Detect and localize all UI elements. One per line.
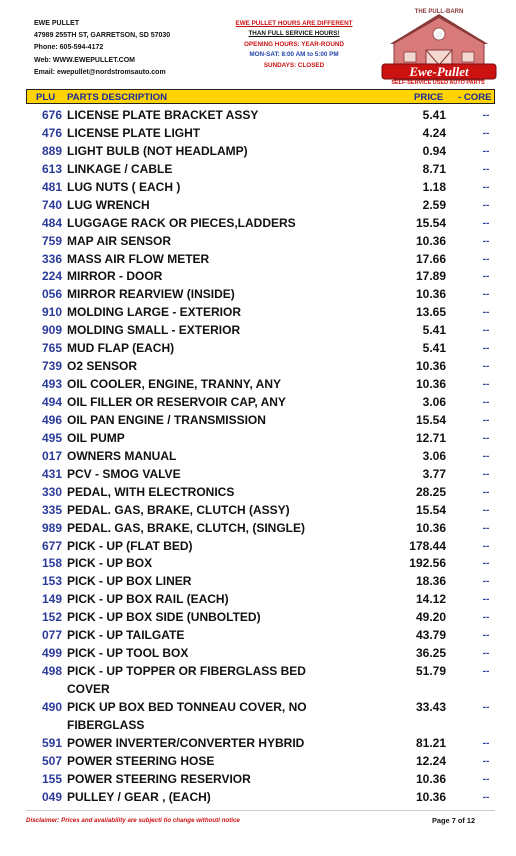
description-cell: PICK - UP BOX LINER [67, 574, 192, 589]
plu-cell: 153 [41, 574, 62, 589]
core-cell: -- [482, 361, 490, 373]
price-cell: 10.36 [415, 789, 446, 804]
notice-line-5: SUNDAYS: CLOSED [263, 61, 325, 69]
table-row [0, 484, 516, 502]
table-row [0, 538, 516, 556]
core-cell: -- [482, 576, 490, 588]
core-cell: -- [482, 235, 490, 247]
table-row [0, 286, 516, 304]
description-cell: OWNERS MANUAL [67, 448, 177, 463]
core-cell: -- [482, 450, 490, 462]
price-cell: 10.36 [415, 377, 446, 392]
description-cell: PEDAL, WITH ELECTRONICS [67, 484, 235, 499]
hours-notice [226, 19, 362, 71]
core-cell: -- [482, 127, 490, 139]
table-row [0, 609, 516, 627]
description-cell: PEDAL. GAS, BRAKE, CLUTCH (ASSY) [67, 502, 290, 517]
price-cell: 10.36 [415, 287, 446, 302]
table-row [0, 340, 516, 358]
description-cell: O2 SENSOR [67, 359, 138, 374]
description-cell: PICK - UP TOPPER OR FIBERGLASS BED COVER [67, 664, 306, 697]
price-cell: 5.41 [422, 341, 446, 356]
price-cell: 33.43 [415, 699, 446, 714]
description-cell: OIL COOLER, ENGINE, TRANNY, ANY [67, 377, 282, 392]
plu-cell: 740 [41, 197, 62, 212]
business-address: 47989 255TH ST, GARRETSON, SD 57030 [34, 32, 171, 40]
core-cell: -- [482, 630, 490, 642]
table-row [0, 645, 516, 663]
plu-cell: 889 [41, 143, 62, 158]
description-cell: PICK - UP TOOL BOX [67, 646, 189, 661]
price-cell: 4.24 [422, 125, 446, 140]
table-row [0, 215, 516, 233]
table-row [0, 466, 516, 484]
description-cell: MIRROR REARVIEW (INSIDE) [67, 287, 235, 302]
price-cell: 15.54 [415, 215, 446, 230]
description-cell: LICENSE PLATE LIGHT [67, 125, 201, 140]
page-number: Page 7 of 12 [432, 816, 476, 825]
parts-table [0, 107, 516, 807]
plu-cell: 158 [41, 556, 62, 571]
table-row [0, 735, 516, 753]
table-row [0, 322, 516, 340]
footer-divider [26, 810, 495, 811]
price-cell: 17.89 [415, 269, 446, 284]
plu-cell: 495 [41, 430, 62, 445]
price-cell: 51.79 [415, 664, 446, 679]
plu-cell: 330 [41, 484, 62, 499]
notice-line-3: OPENING HOURS: YEAR-ROUND [244, 40, 344, 48]
price-cell: 1.18 [422, 179, 446, 194]
plu-cell: 676 [41, 108, 62, 122]
table-row [0, 304, 516, 322]
table-row [0, 179, 516, 197]
description-cell: LUG WRENCH [67, 197, 150, 212]
core-cell: -- [482, 145, 490, 157]
table-row [0, 699, 516, 735]
table-row [0, 555, 516, 573]
plu-cell: 152 [41, 610, 62, 625]
price-cell: 8.71 [422, 161, 446, 176]
plu-cell: 507 [41, 753, 62, 768]
description-cell: MASS AIR FLOW METER [67, 251, 210, 266]
table-row [0, 789, 516, 807]
price-cell: 3.06 [422, 395, 446, 409]
core-cell: -- [482, 217, 490, 229]
plu-cell: 759 [41, 233, 62, 248]
price-cell: 49.20 [415, 610, 446, 625]
plu-cell: 476 [41, 125, 62, 140]
plu-cell: 499 [41, 646, 62, 661]
core-cell: -- [482, 666, 490, 678]
table-row [0, 448, 516, 466]
core-cell: -- [482, 540, 490, 552]
core-cell: -- [482, 181, 490, 193]
table-row [0, 251, 516, 269]
table-row [0, 268, 516, 286]
table-row [0, 358, 516, 376]
description-cell: LIGHT BULB (NOT HEADLAMP) [67, 143, 248, 158]
core-cell: -- [482, 414, 490, 426]
core-cell: -- [482, 755, 490, 767]
plu-cell: 989 [41, 520, 62, 535]
description-cell: PCV - SMOG VALVE [67, 466, 181, 481]
plu-cell: 490 [41, 699, 62, 714]
price-cell: 14.12 [415, 592, 446, 607]
plu-cell: 494 [41, 395, 62, 409]
core-cell: -- [482, 737, 490, 749]
price-cell: 10.36 [415, 771, 446, 786]
price-cell: 28.25 [415, 484, 446, 499]
core-cell: -- [482, 504, 490, 516]
description-cell: PEDAL. GAS, BRAKE, CLUTCH, (SINGLE) [67, 520, 306, 535]
logo-subtitle: SELF-SERVICE USED AUTO PARTS [391, 80, 485, 86]
page-header [0, 0, 516, 92]
description-cell: LINKAGE / CABLE [67, 161, 173, 176]
table-row [0, 430, 516, 448]
core-cell: -- [482, 486, 490, 498]
table-row [0, 663, 516, 699]
plu-cell: 224 [41, 269, 62, 284]
notice-line-4: MON-SAT: 8:00 AM to 5:00 PM [249, 51, 339, 59]
plu-cell: 077 [41, 628, 62, 643]
notice-line-1: EWE PULLET HOURS ARE DIFFERENT [235, 20, 353, 27]
plu-cell: 493 [41, 377, 62, 392]
price-cell: 36.25 [415, 646, 446, 661]
price-cell: 43.79 [415, 628, 446, 643]
plu-cell: 056 [41, 287, 62, 302]
core-cell: -- [482, 594, 490, 606]
core-cell: -- [482, 199, 490, 211]
price-cell: 15.54 [415, 502, 446, 517]
price-cell: 5.41 [422, 323, 446, 338]
core-cell: -- [482, 791, 490, 803]
col-core-header: - CORE [458, 91, 492, 103]
description-cell: OIL PUMP [67, 430, 125, 445]
core-cell: -- [482, 379, 490, 391]
price-cell: 81.21 [415, 735, 446, 750]
description-cell: OIL PAN ENGINE / TRANSMISSION [67, 412, 266, 427]
core-cell: -- [482, 253, 490, 265]
plu-cell: 484 [41, 215, 62, 230]
price-cell: 10.36 [415, 359, 446, 374]
plu-cell: 498 [41, 664, 62, 679]
description-cell: PICK - UP BOX SIDE (UNBOLTED) [67, 610, 261, 625]
price-cell: 2.59 [422, 197, 446, 212]
plu-cell: 591 [41, 735, 62, 750]
table-row [0, 771, 516, 789]
footer-disclaimer: Disclaimer: Prices and availability are subjecti tio change withouti notice [26, 817, 240, 824]
price-cell: 3.77 [422, 466, 446, 481]
core-cell: -- [482, 773, 490, 785]
col-price-header: PRICE [414, 91, 444, 103]
business-name: EWE PULLET [34, 20, 80, 27]
price-cell: 18.36 [415, 574, 446, 589]
table-row [0, 376, 516, 394]
core-cell: -- [482, 397, 490, 408]
ewe-pullet-logo [380, 8, 498, 90]
core-cell: -- [482, 343, 490, 355]
description-cell: POWER STEERING RESERVIOR [67, 771, 251, 786]
plu-cell: 765 [41, 341, 62, 356]
plu-cell: 336 [41, 251, 62, 266]
plu-cell: 049 [41, 789, 62, 804]
price-cell: 12.71 [415, 430, 446, 445]
description-cell: LUGGAGE RACK OR PIECES,LADDERS [67, 215, 296, 230]
table-row [0, 107, 516, 125]
price-cell: 12.24 [415, 753, 446, 768]
core-cell: -- [482, 701, 490, 713]
price-cell: 17.66 [415, 251, 446, 266]
description-cell: POWER INVERTER/CONVERTER HYBRID [67, 735, 305, 750]
price-cell: 10.36 [415, 233, 446, 248]
table-row [0, 591, 516, 609]
plu-cell: 017 [41, 448, 62, 463]
description-cell: PULLEY / GEAR , (EACH) [67, 789, 211, 804]
plu-cell: 155 [41, 771, 62, 786]
plu-cell: 496 [41, 412, 62, 427]
price-cell: 10.36 [415, 520, 446, 535]
business-phone: Phone: 605-594-4172 [34, 44, 104, 52]
core-cell: -- [482, 432, 490, 444]
core-cell: -- [482, 648, 490, 660]
logo-top-text: THE PULL-BARN [414, 9, 464, 15]
price-cell: 13.65 [415, 305, 446, 320]
price-cell: 192.56 [409, 556, 446, 571]
table-row [0, 233, 516, 251]
table-row [0, 143, 516, 161]
table-row [0, 394, 516, 412]
plu-cell: 739 [41, 359, 62, 374]
col-plu-header: PLU [36, 91, 56, 103]
plu-cell: 910 [41, 305, 62, 320]
core-cell: -- [482, 307, 490, 319]
description-cell: MIRROR - DOOR [67, 269, 163, 284]
logo-brand-text: Ewe-Pullet [409, 64, 469, 79]
description-cell: POWER STEERING HOSE [67, 753, 215, 768]
table-row [0, 197, 516, 215]
description-cell: PICK UP BOX BED TONNEAU COVER, NO FIBERGLASS [67, 699, 307, 732]
table-row [0, 125, 516, 143]
core-cell: -- [482, 468, 490, 480]
description-cell: OIL FILLER OR RESERVOIR CAP, ANY [67, 395, 286, 409]
business-info [34, 18, 170, 79]
price-cell: 3.06 [422, 448, 446, 463]
description-cell: LICENSE PLATE BRACKET ASSY [67, 108, 259, 122]
description-cell: PICK - UP BOX RAIL (EACH) [67, 592, 229, 607]
description-cell: MOLDING SMALL - EXTERIOR [67, 323, 241, 338]
plu-cell: 149 [41, 592, 62, 607]
core-cell: -- [482, 558, 490, 570]
table-row [0, 520, 516, 538]
business-email: Email: ewepullet@nordstromsauto.com [34, 68, 166, 76]
table-row [0, 753, 516, 771]
price-cell: 178.44 [409, 538, 446, 553]
description-cell: PICK - UP (FLAT BED) [67, 538, 193, 553]
core-cell: -- [482, 325, 490, 337]
core-cell: -- [482, 289, 490, 301]
table-row [0, 573, 516, 591]
plu-cell: 909 [41, 323, 62, 338]
plu-cell: 431 [41, 466, 62, 481]
plu-cell: 677 [41, 538, 62, 553]
description-cell: LUG NUTS ( EACH ) [67, 179, 181, 194]
table-row [0, 627, 516, 645]
price-cell: 15.54 [415, 412, 446, 427]
plu-cell: 481 [41, 179, 62, 194]
core-cell: -- [482, 522, 490, 534]
table-row [0, 161, 516, 179]
notice-line-2: THAN FULL SERVICE HOURS! [248, 30, 340, 38]
description-cell: PICK - UP BOX [67, 556, 153, 571]
core-cell: -- [482, 271, 490, 283]
description-cell: MAP AIR SENSOR [67, 233, 172, 248]
col-desc-header: PARTS DESCRIPTION [67, 91, 168, 103]
table-row [0, 412, 516, 430]
description-cell: MOLDING LARGE - EXTERIOR [67, 305, 241, 320]
plu-cell: 613 [41, 161, 62, 176]
core-cell: -- [482, 110, 490, 121]
price-cell: 5.41 [422, 108, 446, 122]
core-cell: -- [482, 612, 490, 624]
price-cell: 0.94 [422, 143, 446, 158]
description-cell: PICK - UP TAILGATE [67, 628, 185, 643]
description-cell: MUD FLAP (EACH) [67, 341, 175, 356]
core-cell: -- [482, 163, 490, 175]
plu-cell: 335 [41, 502, 62, 517]
business-web: Web: WWW.EWEPULLET.COM [34, 56, 135, 64]
table-header [26, 89, 495, 104]
table-row [0, 502, 516, 520]
